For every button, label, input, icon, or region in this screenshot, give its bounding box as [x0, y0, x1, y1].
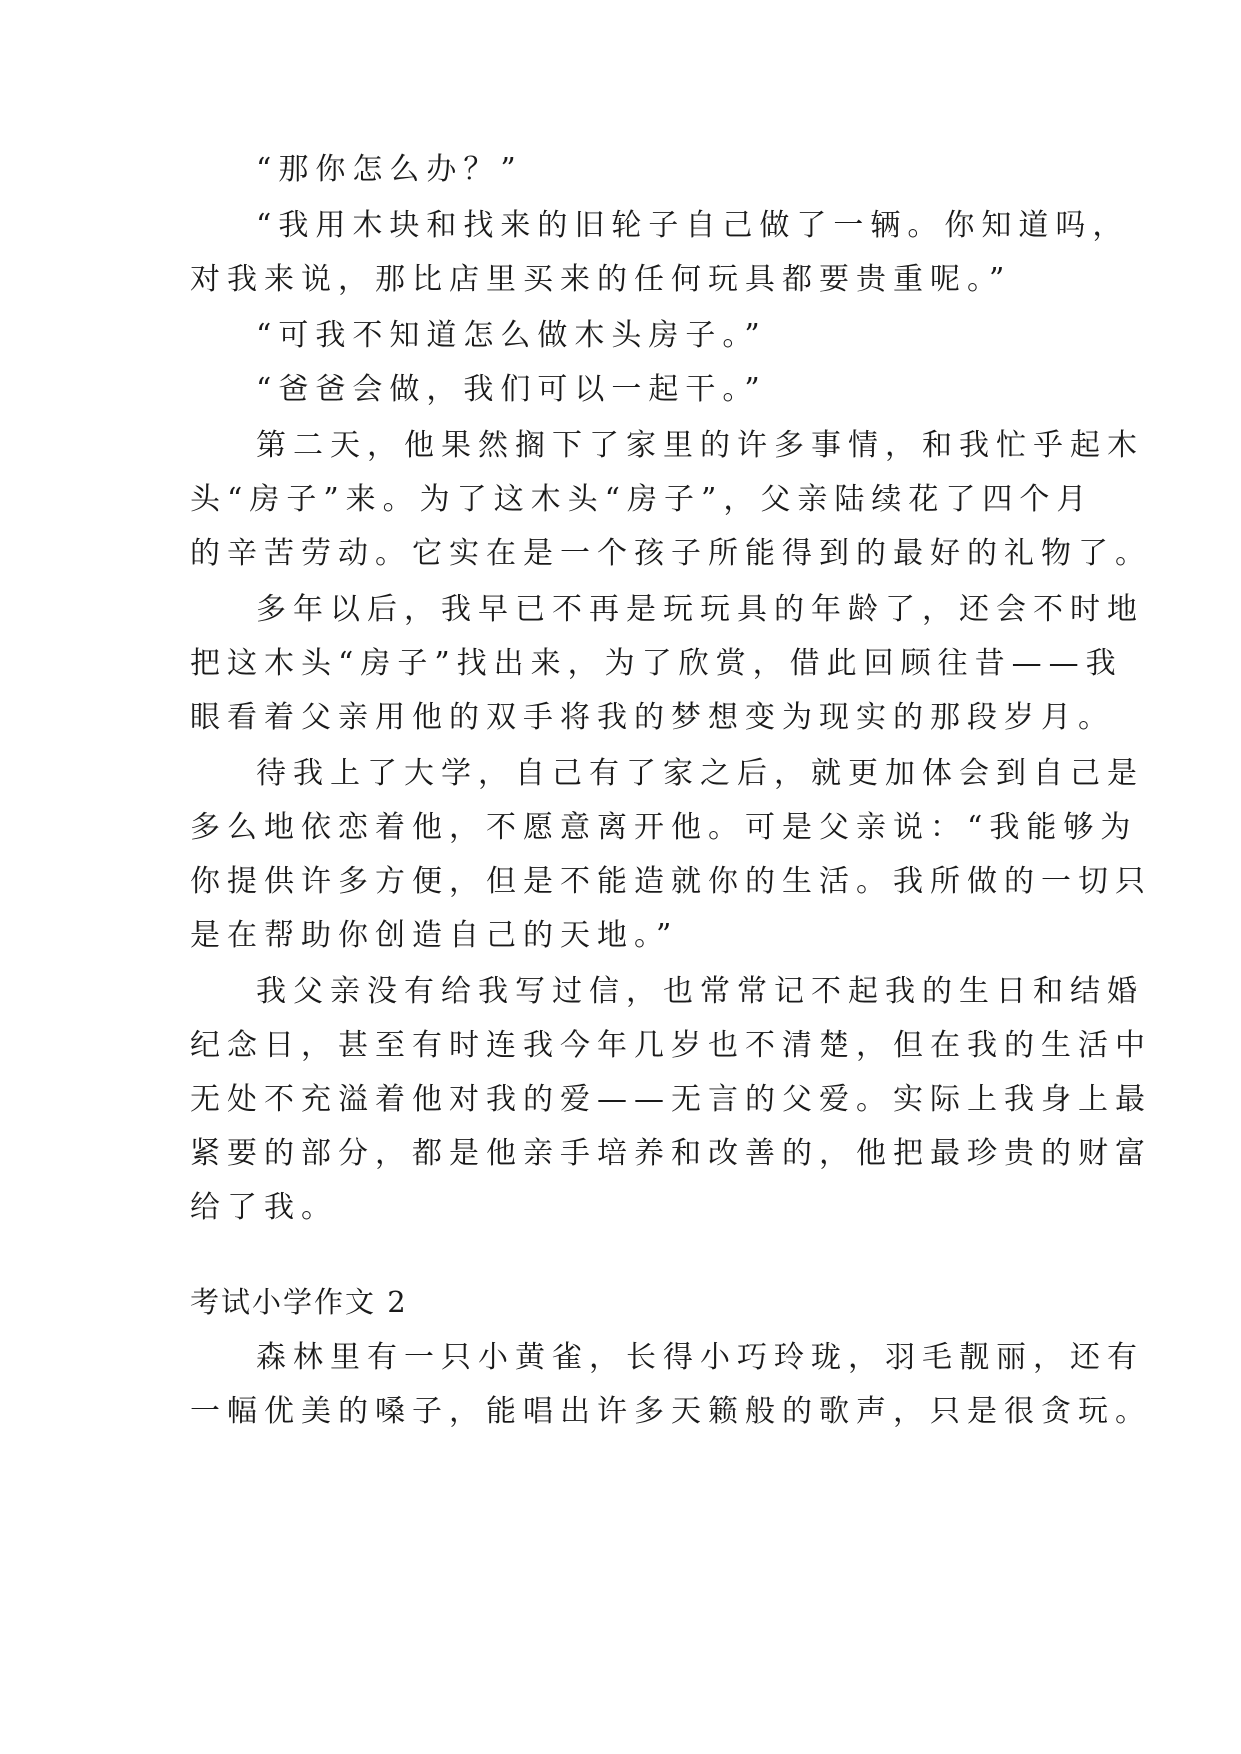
- paragraph-line: 纪念日，甚至有时连我今年几岁也不清楚，但在我的生活中: [190, 1028, 1152, 1063]
- paragraph-line: 的辛苦劳动。它实在是一个孩子所能得到的最好的礼物了。: [190, 536, 1152, 571]
- paragraph-line: 给了我。: [190, 1190, 338, 1225]
- dialogue-line: “爸爸会做，我们可以一起干。”: [256, 372, 767, 407]
- dialogue-line: “我用木块和找来的旧轮子自己做了一辆。你知道吗，: [256, 208, 1130, 243]
- dialogue-line: “那你怎么办？”: [256, 152, 523, 187]
- paragraph-line: 多年以后，我早已不再是玩玩具的年龄了，还会不时地: [256, 592, 1144, 627]
- paragraph-line: 待我上了大学，自己有了家之后，就更加体会到自己是: [256, 756, 1144, 791]
- dialogue-line: “可我不知道怎么做木头房子。”: [256, 318, 767, 353]
- paragraph-line: 一幅优美的嗓子，能唱出许多天籁般的歌声，只是很贪玩。: [190, 1394, 1152, 1429]
- paragraph-line: 头“房子”来。为了这木头“房子”，父亲陆续花了四个月: [190, 482, 1094, 517]
- dialogue-line: 对我来说，那比店里买来的任何玩具都要贵重呢。”: [190, 262, 1012, 297]
- paragraph-line: 是在帮助你创造自己的天地。”: [190, 918, 679, 953]
- paragraph-line: 你提供许多方便，但是不能造就你的生活。我所做的一切只: [190, 864, 1152, 899]
- paragraph-line: 我父亲没有给我写过信，也常常记不起我的生日和结婚: [256, 974, 1144, 1009]
- paragraph-line: 第二天，他果然搁下了家里的许多事情，和我忙乎起木: [256, 428, 1144, 463]
- paragraph-line: 无处不充溢着他对我的爱——无言的父爱。实际上我身上最: [190, 1082, 1152, 1117]
- paragraph-line: 紧要的部分，都是他亲手培养和改善的，他把最珍贵的财富: [190, 1136, 1152, 1171]
- paragraph-line: 把这木头“房子”找出来，为了欣赏，借此回顾往昔——我: [190, 646, 1123, 681]
- paragraph-line: 森林里有一只小黄雀，长得小巧玲珑，羽毛靓丽，还有: [256, 1340, 1144, 1375]
- paragraph-line: 多么地依恋着他，不愿意离开他。可是父亲说：“我能够为: [190, 810, 1138, 845]
- paragraph-line: 眼看着父亲用他的双手将我的梦想变为现实的那段岁月。: [190, 700, 1115, 735]
- section-heading: 考试小学作文 2: [190, 1285, 408, 1319]
